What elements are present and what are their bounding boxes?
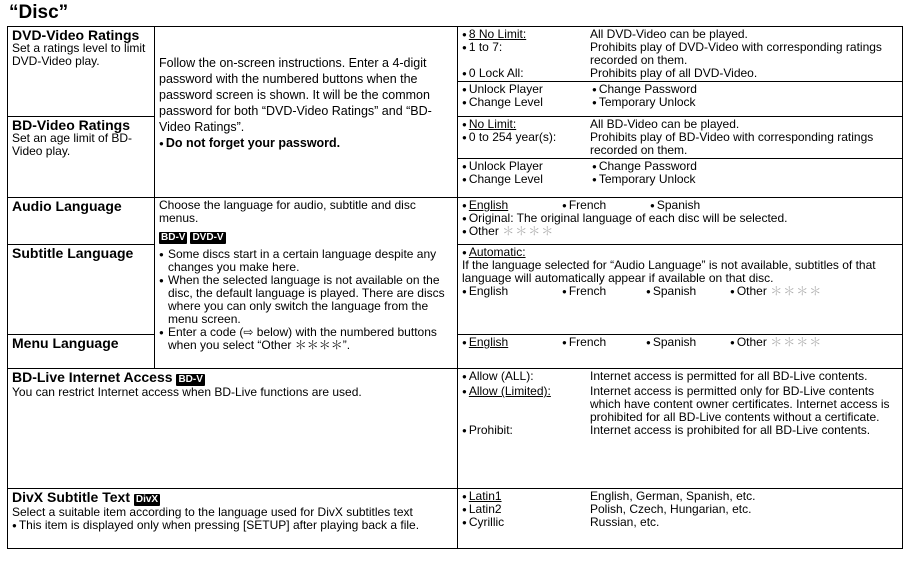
bd-ratings-heading: BD-Video Ratings (12, 117, 130, 133)
divx-option: ● Cyrillic Russian, etc. (462, 516, 898, 529)
language-notes (159, 248, 453, 352)
menu-language-heading: Menu Language (12, 335, 119, 351)
bdlive-desc: You can restrict Internet access when BD-Live functions are used. (12, 385, 362, 399)
language-note: ● When the selected language is not available on the disc, the default language is played. There are discs where you can only switch the language from the menu screen. (159, 274, 453, 326)
language-note: ● Enter a code (⇨ below) with the numbered buttons when you select “Other ＊＊＊＊”. (159, 326, 453, 352)
divx-row (8, 489, 903, 549)
language-note: ● Some discs start in a certain language despite any changes you make here. (159, 248, 453, 274)
divx-desc: Select a suitable item according to the language used for DivX subtitles text (12, 505, 413, 519)
divx-badge: DivX (135, 494, 159, 505)
divx-option: ● Latin1 English, German, Spanish, etc. (462, 490, 898, 503)
bdlive-option: ● Allow (Limited): Internet access is permitted only for BD-Live contents which have content owner certificates. Internet access is prohibited for all BD-Live contents without a certificate. (462, 385, 898, 424)
bd-option: ● 0 to 254 year(s): Prohibits play of BD-Video with corresponding ratings recorded on them. (462, 131, 898, 157)
subtitle-language-heading: Subtitle Language (12, 245, 134, 261)
password-warning: Do not forget your password. (165, 136, 341, 150)
dvd-option: ● 8 No Limit: All DVD-Video can be played. (462, 28, 898, 41)
dvd-actions: ● Unlock Player ● Change Password ● Change Level ● Temporary Unlock (462, 83, 898, 109)
bdlive-badge: BD-V (178, 374, 203, 385)
subtitle-automatic: Automatic: (468, 245, 526, 259)
bd-ratings-desc: Set an age limit of BD-Video play. (12, 131, 133, 158)
password-instruction: Follow the on-screen instructions. Enter a 4-digit password with the numbered buttons when the password screen is shown. It will be the common password for both “DVD-Video Ratings” and “BD-Video Ratings”. (159, 56, 432, 134)
bd-actions: ● Unlock Player ● Change Password ● Change Level ● Temporary Unlock (462, 160, 898, 186)
dvd-ratings-row (8, 27, 903, 117)
menu-lang-options: ● English ● French ● Spanish ● Other ＊＊＊＊ (462, 336, 898, 349)
subtitle-automatic-desc: If the language selected for “Audio Language” is not available, subtitles of that language will automatically appear if available on that disc. (462, 258, 876, 285)
dvd-v-badge: DVD-V (192, 232, 224, 243)
dvd-option: ● 1 to 7: Prohibits play of DVD-Video with corresponding ratings recorded on them. (462, 41, 898, 67)
bdlive-heading: BD-Live Internet Access (12, 369, 173, 385)
subtitle-lang-options: ● English ● French ● Spanish ● Other ＊＊＊＊ (462, 285, 898, 298)
divx-heading: DivX Subtitle Text (12, 489, 130, 505)
bdlive-option: ● Allow (ALL): Internet access is permitted for all BD-Live contents. (462, 370, 898, 383)
divx-note: This item is displayed only when pressing [SETUP] after playing back a file. (18, 518, 420, 532)
dvd-ratings-heading: DVD-Video Ratings (12, 27, 140, 43)
audio-language-row: Audio Language Choose the language for audio, subtitle and disc menus. BD-V DVD-V ● Some discs start in a certain language despite any changes you make here. ● When the selected language is not available on the disc, the default language is played. There are discs where you can only switch the language from the menu screen. ● Enter a code (⇨ below) with the numbered buttons when you select “Other ＊＊＊＊”. ● English ● French ● Spanish ● Original: The original language of each disc will be selected. ● Other ＊＊＊＊ (8, 198, 903, 245)
audio-language-heading: Audio Language (12, 198, 122, 214)
divx-option: ● Latin2 Polish, Czech, Hungarian, etc. (462, 503, 898, 516)
dvd-option: ● 0 Lock All: Prohibits play of all DVD-Video. (462, 67, 898, 80)
bdlive-row (8, 369, 903, 489)
disc-settings-table (7, 26, 903, 549)
audio-original: Original: The original language of each disc will be selected. (468, 211, 788, 225)
audio-lang-options: ● English ● French ● Spanish (462, 199, 898, 212)
language-intro: Choose the language for audio, subtitle and disc menus. (159, 198, 416, 225)
dvd-ratings-desc: Set a ratings level to limit DVD-Video play. (12, 41, 146, 68)
bd-v-badge: BD-V (161, 232, 186, 243)
bdlive-option: ● Prohibit: Internet access is prohibited for all BD-Live contents. (462, 424, 898, 437)
page-title: “Disc” (9, 2, 69, 23)
bd-option: ● No Limit: All BD-Video can be played. (462, 118, 898, 131)
